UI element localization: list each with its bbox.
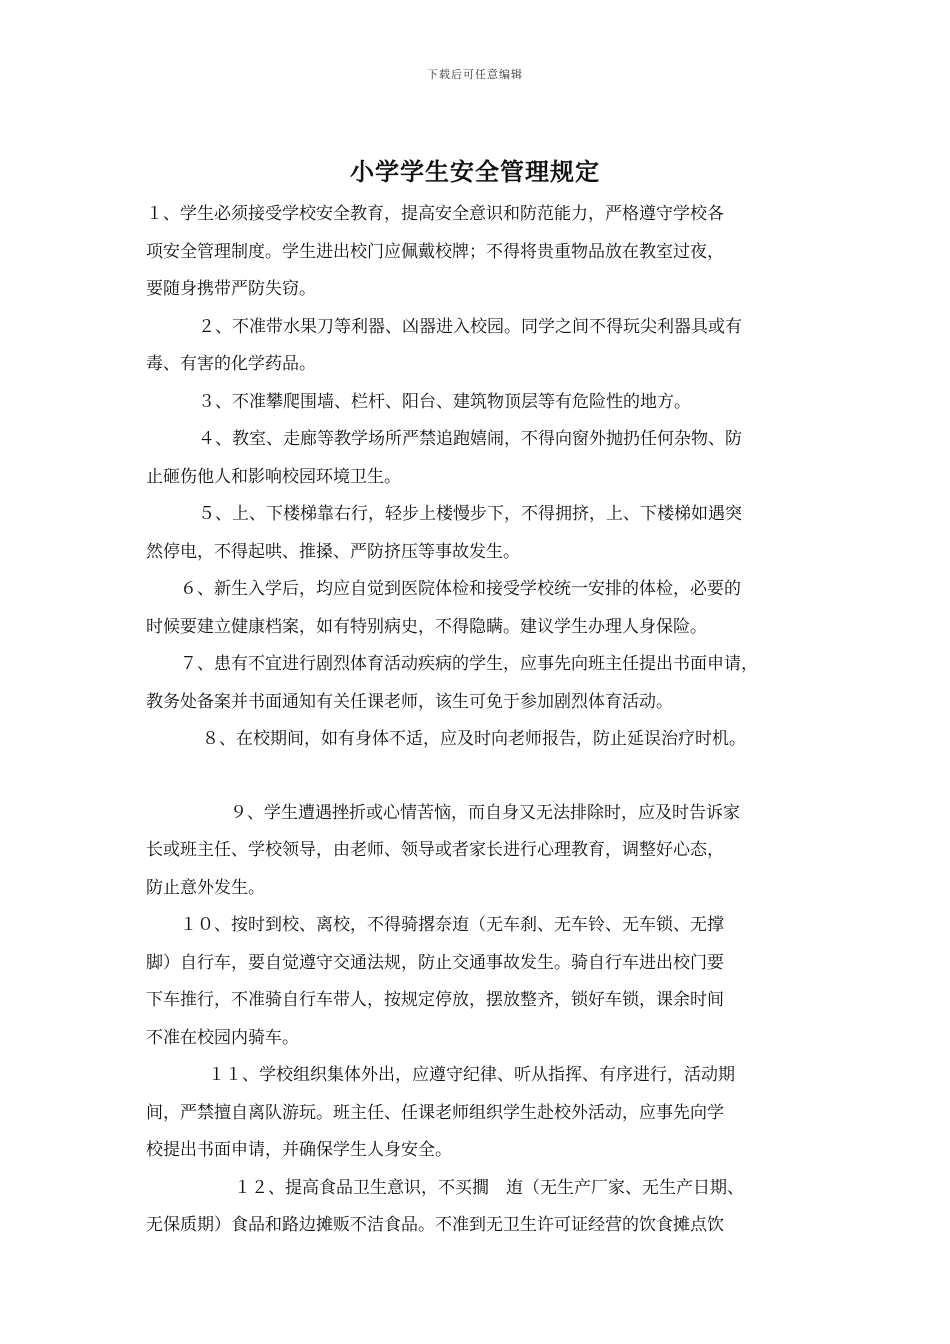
paragraph-line: 长或班主任、学校领导，由老师、领导或者家长进行心理教育，调整好心态， [146,840,724,860]
paragraph-line: 脚）自行车，要自觉遵守交通法规，防止交通事故发生。骑自行车进出校门要 [146,952,724,973]
paragraph-line: ７、患有不宜进行剧烈体育活动疾病的学生，应事先向班主任提出书面申请， [180,654,758,674]
paragraph-line: ５、上、下楼梯靠右行，轻步上楼慢步下，不得拥挤，上、下楼梯如遇突 [198,504,742,524]
paragraph-line: 止砸伤他人和影响校园环境卫生。 [146,466,401,487]
paragraph-line: ８、在校期间，如有身体不适，应及时向老师报告，防止延误治疗时机。 [202,729,746,749]
paragraph-line: １０、按时到校、离校，不得骑撂奈迶（无车刹、无车铃、无车锁、无撑 [180,915,724,935]
paragraph-line: １２、提高食品卫生意识，不买撊 迶（无生产厂家、无生产日期、 [234,1177,744,1198]
paragraph-line: 不准在校园内骑车。 [146,1027,299,1048]
paragraph-line: 然停电，不得起哄、推搡、严防挤压等事故发生。 [146,541,520,562]
rule-paragraph [146,571,826,646]
paragraph-line: １、学生必须接受学校安全教育，提高安全意识和防范能力，严格遵守学校各 [146,204,724,224]
rule-paragraph [146,721,826,759]
paragraph-line: 项安全管理制度。学生进出校门应佩戴校牌；不得将贵重物品放在教室过夜， [146,241,724,262]
rule-paragraph [146,496,826,571]
rule-paragraph [146,309,826,384]
rule-paragraph [146,646,826,721]
header-note: 下载后可任意编辑 [427,68,523,81]
paragraph-line: ２、不准带水果刀等利器、凶器进入校园。同学之间不得玩尖利器具或有 [198,316,742,337]
paragraph-line: 间，严禁擅自离队游玩。班主任、任课老师组织学生赴校外活动，应事先向学 [146,1102,724,1123]
rule-paragraph [146,1170,826,1245]
paragraph-line: 防止意外发生。 [146,877,265,898]
document-title: 小学学生安全管理规定 [350,157,600,186]
rule-paragraph [146,795,826,908]
rule-paragraph [146,907,826,1057]
document-body [146,196,826,1245]
paragraph-line: 时候要建立健康档案，如有特别病史，不得隐瞒。建议学生办理人身保险。 [146,616,707,637]
rule-paragraph [146,1057,826,1170]
paragraph-line: ３、不准攀爬围墙、栏杆、阳台、建筑物顶层等有危险性的地方。 [198,391,691,412]
paragraph-line: 毒、有害的化学药品。 [146,354,316,374]
paragraph-line: 校提出书面申请，并确保学生人身安全。 [146,1140,452,1160]
paragraph-line: 要随身携带严防失窃。 [146,279,316,299]
paragraph-line: 下车推行，不准骑自行车带人，按规定停放，摆放整齐，锁好车锁，课余时间 [146,990,724,1010]
paragraph-line: ６、新生入学后，均应自觉到医院体检和接受学校统一安排的体检，必要的 [180,579,741,599]
paragraph-line: ４、教室、走廊等教学场所严禁追跑嬉闹，不得向窗外抛扔任何杂物、防 [198,429,742,449]
paragraph-gap [146,759,826,795]
rule-paragraph [146,196,826,309]
rule-paragraph [146,421,826,496]
paragraph-line: 无保质期）食品和路边摊贩不洁食品。不准到无卫生许可证经营的饮食摊点饮 [146,1215,724,1235]
paragraph-line: １１、学校组织集体外出，应遵守纪律、听从指挥、有序进行，活动期 [208,1065,735,1085]
paragraph-line: ９、学生遭遇挫折或心情苦恼，而自身又无法排除时，应及时告诉家 [230,802,740,823]
paragraph-line: 教务处备案并书面通知有关任课老师，该生可免于参加剧烈体育活动。 [146,691,673,712]
rule-paragraph [146,384,826,422]
